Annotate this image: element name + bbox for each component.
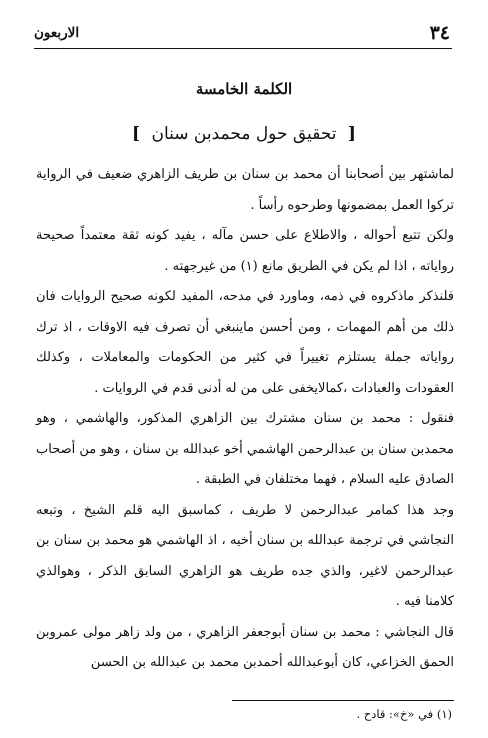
page-number: ٣٤ — [429, 22, 450, 44]
footnote: (١) في «خ»: قادح . — [356, 707, 452, 721]
section-subtitle — [0, 124, 488, 144]
body-text — [36, 160, 454, 679]
paragraph: فنقول : محمد بن سنان مشترك بين الزاهري المذكور، والهاشمي ، وهو محمدبن سنان بن عبدالرحمن الهاشمي أخو عبدالله بن سنان ، وهو من أصحاب الصادق عليه السلام ، فهما مختلفان في الطبقة . — [36, 411, 454, 487]
running-header — [34, 22, 450, 44]
running-title: الاربعون — [34, 25, 80, 41]
section-title: الكلمة الخامسة — [195, 80, 293, 98]
subtitle-text: تحقيق حول محمدبن سنان — [151, 124, 337, 144]
paragraph: وجد هذا كمامر عبدالرحمن لا طريف ، كماسبق اليه قلم الشيخ ، وتبعه النجاشي في ترجمة عبدالله بن سنان أخيه ، اذ الهاشمي هو محمد بن سنان بن عبدالرحمن لاغير، والذي جده طريف هو الزاهري السابق الذكر ، وهوالذي كلامنا فيه . — [36, 502, 454, 609]
subtitle-open-bracket: [ — [347, 124, 356, 144]
header-rule — [34, 48, 452, 49]
footnote-rule — [232, 700, 454, 701]
paragraph: قال النجاشي : محمد بن سنان أبوجعفر الزاهري ، من ولد زاهر مولى عمروبن الحمق الخزاعي، كان أبوعبدالله أحمدبن محمد بن عبدالله بن الحسن — [36, 624, 454, 670]
paragraph: فلنذكر ماذكروه في ذمه، وماورد في مدحه، المفيد لكونه صحيح الروايات فان ذلك من أهم المهمات ، ومن أحسن ماينبغي أن تصرف فيه الاوقات ، اذ ترك رواياته جملة يستلزم تغييراً في كثير من الحكومات والمعاملات ، وكذلك العقودات والعبادات ،كمالايخفى على من له أدنى قدم في الروايات . — [36, 289, 454, 396]
subtitle-close-bracket: ] — [132, 124, 141, 144]
paragraph: ولكن تتبع أحواله ، والاطلاع على حسن مآله ، يفيد كونه ثقة معتمداً صحيحة رواياته ، اذا لم يكن في الطريق مانع (١) من غيرجهته . — [36, 228, 454, 274]
paragraph: لماشتهر بين أصحابنا أن محمد بن سنان بن طريف الزاهري ضعيف في الرواية تركوا العمل بمضمونها وطرحوه رأساً . — [36, 167, 454, 213]
